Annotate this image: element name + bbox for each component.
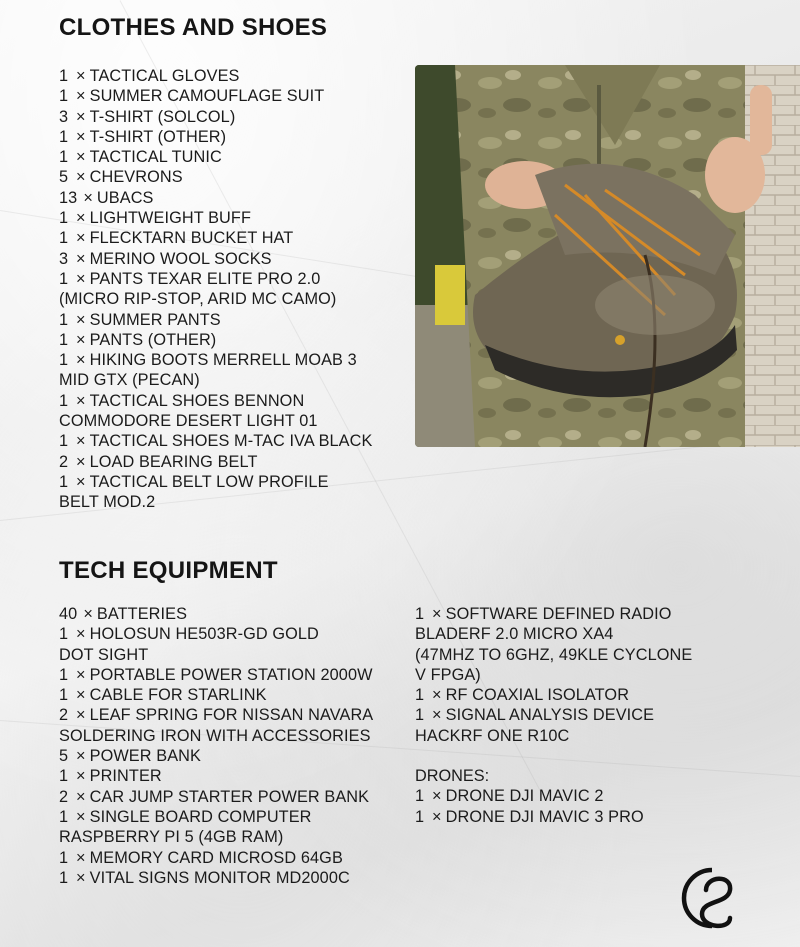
item-quantity: 1 [59, 127, 69, 146]
list-item [59, 868, 409, 888]
soldier-holding-boots-image [415, 65, 800, 447]
multiply-sign: × [76, 249, 86, 268]
list-item [59, 807, 409, 827]
tech-section-title: TECH EQUIPMENT [59, 557, 278, 584]
drones-subtitle: DRONES: [415, 767, 490, 786]
list-item [59, 127, 409, 147]
list-item [59, 848, 409, 868]
item-name: PANTS TEXAR ELITE PRO 2.0 [89, 269, 321, 288]
item-name: CHEVRONS [89, 168, 183, 187]
list-item [59, 665, 409, 685]
item-name: SUMMER PANTS [89, 310, 221, 329]
item-quantity: 1 [415, 706, 425, 725]
multiply-sign: × [432, 787, 442, 806]
list-item [59, 147, 409, 167]
item-name: MERINO WOOL SOCKS [89, 249, 272, 268]
item-quantity: 1 [59, 351, 69, 370]
item-name: RF COAXIAL ISOLATOR [445, 686, 630, 705]
item-name: CABLE FOR STARLINK [89, 686, 267, 705]
item-quantity: 1 [59, 229, 69, 248]
list-item [59, 188, 409, 208]
item-quantity: 2 [59, 787, 69, 806]
item-name-continuation: (47MHZ TO 6GHZ, 49KLE CYCLONE [415, 645, 693, 664]
list-item [415, 786, 795, 806]
item-name: DRONE DJI MAVIC 3 PRO [445, 807, 644, 826]
item-name: LOAD BEARING BELT [89, 452, 258, 471]
item-name: TACTICAL TUNIC [89, 148, 222, 167]
list-item-text: SOLDERING IRON WITH ACCESSORIES [59, 726, 371, 745]
clothes-section-title: CLOTHES AND SHOES [59, 14, 328, 41]
item-name: HOLOSUN HE503R-GD GOLD [89, 625, 319, 644]
item-name-continuation: HACKRF ONE R10C [415, 726, 570, 745]
list-item [59, 86, 409, 106]
list-item [59, 452, 409, 472]
list-item [415, 685, 795, 705]
item-name: POWER BANK [89, 747, 201, 766]
list-item [59, 431, 409, 451]
multiply-sign: × [76, 107, 86, 126]
multiply-sign: × [76, 747, 86, 766]
item-name: PANTS (OTHER) [89, 330, 217, 349]
multiply-sign: × [76, 868, 86, 887]
multiply-sign: × [76, 269, 86, 288]
item-name: T-SHIRT (SOLCOL) [89, 107, 236, 126]
multiply-sign: × [432, 807, 442, 826]
item-quantity: 5 [59, 747, 69, 766]
item-quantity: 1 [59, 269, 69, 288]
item-quantity: 1 [59, 310, 69, 329]
item-name: LIGHTWEIGHT BUFF [89, 209, 252, 228]
multiply-sign: × [432, 605, 442, 623]
item-quantity: 1 [59, 391, 69, 410]
list-item [415, 705, 795, 725]
list-item [59, 208, 409, 228]
item-name-continuation: MID GTX (PECAN) [59, 371, 200, 390]
list-item [59, 787, 409, 807]
multiply-sign: × [76, 767, 86, 786]
list-item [59, 310, 409, 330]
item-quantity: 1 [59, 87, 69, 106]
item-name: VITAL SIGNS MONITOR MD2000C [89, 868, 350, 887]
multiply-sign: × [76, 67, 86, 85]
item-name: MEMORY CARD MICROSD 64GB [89, 848, 343, 867]
list-item [59, 705, 409, 725]
item-quantity: 2 [59, 452, 69, 471]
item-name: TACTICAL BELT LOW PROFILE [89, 472, 329, 491]
multiply-sign: × [76, 665, 86, 684]
item-name: LEAF SPRING FOR NISSAN NAVARA [89, 706, 374, 725]
multiply-sign: × [76, 127, 86, 146]
item-name: FLECKTARN BUCKET HAT [89, 229, 294, 248]
tech-right-column [415, 604, 795, 827]
multiply-sign: × [76, 787, 86, 806]
item-quantity: 1 [415, 787, 425, 806]
list-item [59, 746, 409, 766]
multiply-sign: × [76, 452, 86, 471]
item-quantity: 1 [59, 209, 69, 228]
multiply-sign: × [432, 686, 442, 705]
item-quantity: 1 [59, 686, 69, 705]
item-name: PRINTER [89, 767, 162, 786]
item-name: TACTICAL SHOES M-TAC IVA BLACK [89, 432, 373, 451]
list-item [59, 228, 409, 248]
item-name: TACTICAL GLOVES [89, 67, 240, 85]
list-item [59, 604, 409, 624]
multiply-sign: × [76, 87, 86, 106]
item-quantity: 1 [59, 472, 69, 491]
item-quantity: 1 [59, 767, 69, 786]
item-name: UBACS [96, 188, 154, 207]
boots-photo [415, 65, 800, 447]
item-name: DRONE DJI MAVIC 2 [445, 787, 604, 806]
multiply-sign: × [83, 605, 93, 623]
list-item [59, 66, 409, 86]
list-item [415, 604, 795, 624]
item-quantity: 40 [59, 605, 78, 623]
multiply-sign: × [76, 686, 86, 705]
item-quantity: 13 [59, 188, 78, 207]
item-name-continuation: BLADERF 2.0 MICRO XA4 [415, 625, 614, 644]
item-quantity: 3 [59, 249, 69, 268]
clothes-list [59, 66, 409, 513]
item-quantity: 1 [59, 432, 69, 451]
multiply-sign: × [432, 706, 442, 725]
list-item [59, 167, 409, 187]
item-name: HIKING BOOTS MERRELL MOAB 3 [89, 351, 357, 370]
tech-right-list [415, 604, 795, 746]
item-name: SINGLE BOARD COMPUTER [89, 807, 312, 826]
multiply-sign: × [83, 188, 93, 207]
item-name: BATTERIES [96, 605, 188, 623]
multiply-sign: × [76, 807, 86, 826]
list-item [59, 269, 409, 289]
item-name: TACTICAL SHOES BENNON [89, 391, 305, 410]
item-quantity: 1 [59, 148, 69, 167]
item-quantity: 1 [415, 605, 425, 623]
list-item [59, 249, 409, 269]
multiply-sign: × [76, 351, 86, 370]
drones-list [415, 786, 795, 827]
list-item [59, 766, 409, 786]
multiply-sign: × [76, 330, 86, 349]
item-quantity: 1 [59, 807, 69, 826]
multiply-sign: × [76, 229, 86, 248]
list-item [59, 685, 409, 705]
multiply-sign: × [76, 310, 86, 329]
item-quantity: 1 [59, 330, 69, 349]
item-name: SUMMER CAMOUFLAGE SUIT [89, 87, 325, 106]
item-quantity: 1 [59, 868, 69, 887]
item-name-continuation: (MICRO RIP-STOP, ARID MC CAMO) [59, 290, 337, 309]
multiply-sign: × [76, 209, 86, 228]
item-name-continuation: COMMODORE DESERT LIGHT 01 [59, 412, 318, 431]
item-quantity: 1 [415, 807, 425, 826]
item-quantity: 1 [59, 67, 69, 85]
multiply-sign: × [76, 472, 86, 491]
list-item [59, 624, 409, 644]
item-quantity: 1 [59, 848, 69, 867]
item-quantity: 5 [59, 168, 69, 187]
multiply-sign: × [76, 625, 86, 644]
list-item [415, 807, 795, 827]
item-name-continuation: DOT SIGHT [59, 645, 149, 664]
item-name-continuation: RASPBERRY PI 5 (4GB RAM) [59, 828, 284, 847]
list-item [59, 350, 409, 370]
item-name: T-SHIRT (OTHER) [89, 127, 227, 146]
multiply-sign: × [76, 848, 86, 867]
item-quantity: 2 [59, 706, 69, 725]
item-name-continuation: BELT MOD.2 [59, 493, 156, 512]
brand-logo [672, 860, 738, 936]
item-quantity: 1 [59, 665, 69, 684]
item-name: CAR JUMP STARTER POWER BANK [89, 787, 370, 806]
item-quantity: 1 [59, 625, 69, 644]
multiply-sign: × [76, 148, 86, 167]
item-name: SOFTWARE DEFINED RADIO [445, 605, 672, 623]
item-name: SIGNAL ANALYSIS DEVICE [445, 706, 655, 725]
item-name: PORTABLE POWER STATION 2000W [89, 665, 373, 684]
tech-left-list [59, 604, 409, 888]
list-item [59, 330, 409, 350]
list-item [59, 472, 409, 492]
item-quantity: 3 [59, 107, 69, 126]
list-item [59, 107, 409, 127]
multiply-sign: × [76, 391, 86, 410]
multiply-sign: × [76, 168, 86, 187]
item-name-continuation: V FPGA) [415, 665, 481, 684]
list-item [59, 391, 409, 411]
item-quantity: 1 [415, 686, 425, 705]
multiply-sign: × [76, 432, 86, 451]
multiply-sign: × [76, 706, 86, 725]
